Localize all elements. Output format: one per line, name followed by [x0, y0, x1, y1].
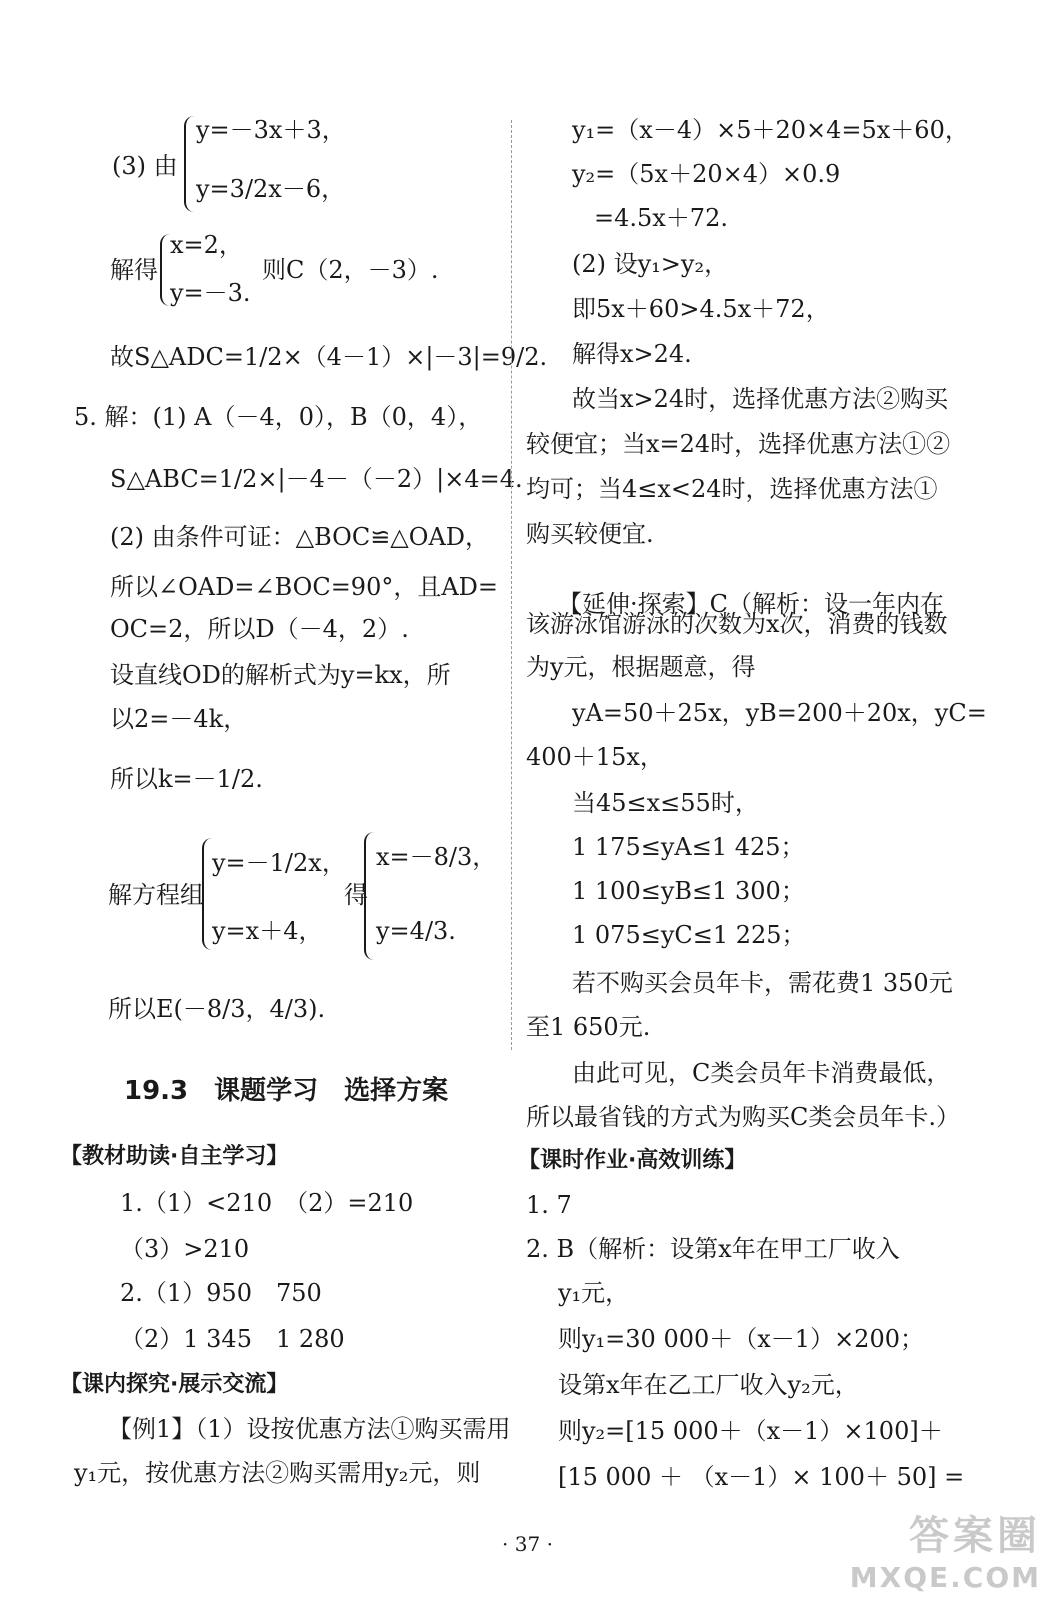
- section-header: 【教材助读·自主学习】: [60, 1144, 289, 1169]
- section-title: 19.3 课题学习 选择方案: [124, 1076, 449, 1106]
- text-line: 1 175≤yA≤1 425；: [572, 833, 805, 861]
- text-line: 购买较便宜.: [526, 520, 654, 548]
- text-line: 该游泳馆游泳的次数为x次，消费的钱数: [526, 610, 948, 638]
- section-header: 【课内探究·展示交流】: [60, 1372, 289, 1397]
- text-line: 所以k=－1/2.: [110, 765, 263, 793]
- text-line: yA=50＋25x，yB=200＋20x，yC=: [572, 699, 987, 727]
- text-line: 均可；当4≤x<24时，选择优惠方法①: [526, 475, 938, 503]
- text-line: OC=2，所以D（－4，2）.: [110, 615, 409, 643]
- text-line: y=－3.: [170, 279, 251, 307]
- text-line: 若不购买会员年卡，需花费1 350元: [572, 969, 953, 997]
- text-line: 1 100≤yB≤1 300；: [572, 877, 805, 905]
- text-line: 所以最省钱的方式为购买C类会员年卡.）: [526, 1103, 960, 1131]
- text-line: y=－1/2x，: [212, 849, 346, 877]
- text-line: (2) 由条件可证：△BOC≌△OAD，: [110, 523, 490, 551]
- text-line: 至1 650元.: [526, 1013, 651, 1041]
- text-line: 得: [344, 881, 368, 909]
- watermark-text: 答案圈: [909, 1513, 1041, 1559]
- text-line: 2.（1）950 750: [120, 1279, 322, 1307]
- text-line: （2）1 345 1 280: [120, 1325, 345, 1353]
- text-line: =4.5x＋72.: [594, 204, 728, 232]
- text-line: 解方程组: [108, 881, 204, 909]
- text-line: y₁=（x－4）×5＋20×4=5x＋60，: [572, 116, 969, 144]
- column-divider: [511, 120, 512, 1050]
- page-number: · 37 ·: [502, 1532, 553, 1556]
- text-line: y=3/2x－6，: [196, 175, 346, 203]
- text-line: 1. 7: [526, 1191, 572, 1219]
- text-line: 由此可见，C类会员年卡消费最低，: [572, 1059, 951, 1087]
- text-line: 解得: [110, 256, 158, 284]
- text-line: 即5x＋60>4.5x＋72，: [572, 295, 830, 323]
- text-line: x=2，: [170, 231, 243, 259]
- text-line: 则C（2，－3）.: [262, 256, 439, 284]
- text-line: 【例1】（1）设按优惠方法①购买需用: [108, 1415, 511, 1443]
- text-line: (3) 由: [112, 152, 178, 180]
- text-line: [15 000 ＋ （x－1）× 100＋ 50] =: [558, 1463, 965, 1491]
- watermark-logo: [850, 1504, 1041, 1594]
- text-line: 5. 解：(1) A（－4，0），B（0，4），: [74, 403, 483, 431]
- text-line: 故当x>24时，选择优惠方法②购买: [572, 385, 949, 413]
- section-header: 【课时作业·高效训练】: [518, 1148, 747, 1173]
- text-line: y=－3x＋3，: [196, 116, 346, 144]
- text-line: 解得x>24.: [572, 340, 692, 368]
- watermark-url: MXQE.COM: [849, 1561, 1041, 1594]
- text-line: 400＋15x，: [526, 743, 664, 771]
- text-line: y₂=（5x＋20×4）×0.9: [572, 160, 841, 188]
- text-line: 所以∠OAD=∠BOC=90°，且AD=: [110, 573, 499, 601]
- text-line: y=x＋4，: [212, 917, 323, 945]
- text-line: y₁元，按优惠方法②购买需用y₂元，则: [74, 1459, 481, 1487]
- text-line: 当45≤x≤55时，: [572, 789, 759, 817]
- text-line: 设第x年在乙工厂收入y₂元，: [558, 1371, 859, 1399]
- text-line: 【延伸·探索】C（解析：设一年内在: [558, 590, 944, 618]
- text-line: 设直线OD的解析式为y=kx，所: [110, 661, 451, 689]
- text-line: S△ABC=1/2×|－4－（－2）|×4=4.: [110, 465, 523, 493]
- system-brace: [184, 116, 196, 212]
- text-line: 1 075≤yC≤1 225；: [572, 921, 806, 949]
- text-line: (2) 设y₁>y₂，: [572, 250, 729, 278]
- text-line: 2. B（解析：设第x年在甲工厂收入: [526, 1235, 900, 1263]
- text-line: 较便宜；当x=24时，选择优惠方法①②: [526, 430, 951, 458]
- text-line: 1.（1）<210 （2）=210: [120, 1189, 414, 1217]
- text-line: 则y₂=[15 000＋（x－1）×100]＋: [558, 1417, 943, 1445]
- text-line: y₁元，: [558, 1279, 630, 1307]
- text-line: 则y₁=30 000＋（x－1）×200；: [558, 1325, 924, 1353]
- text-line: y=4/3.: [376, 917, 456, 945]
- text-line: 故S△ADC=1/2×（4－1）×|－3|=9/2.: [110, 343, 548, 371]
- text-line: （3）>210: [120, 1235, 250, 1263]
- text-line: x=－8/3，: [376, 843, 497, 871]
- text-line: 为y元，根据题意，得: [526, 653, 756, 681]
- text-line: 以2=－4k，: [110, 705, 248, 733]
- text-line: 所以E(－8/3，4/3).: [108, 995, 326, 1023]
